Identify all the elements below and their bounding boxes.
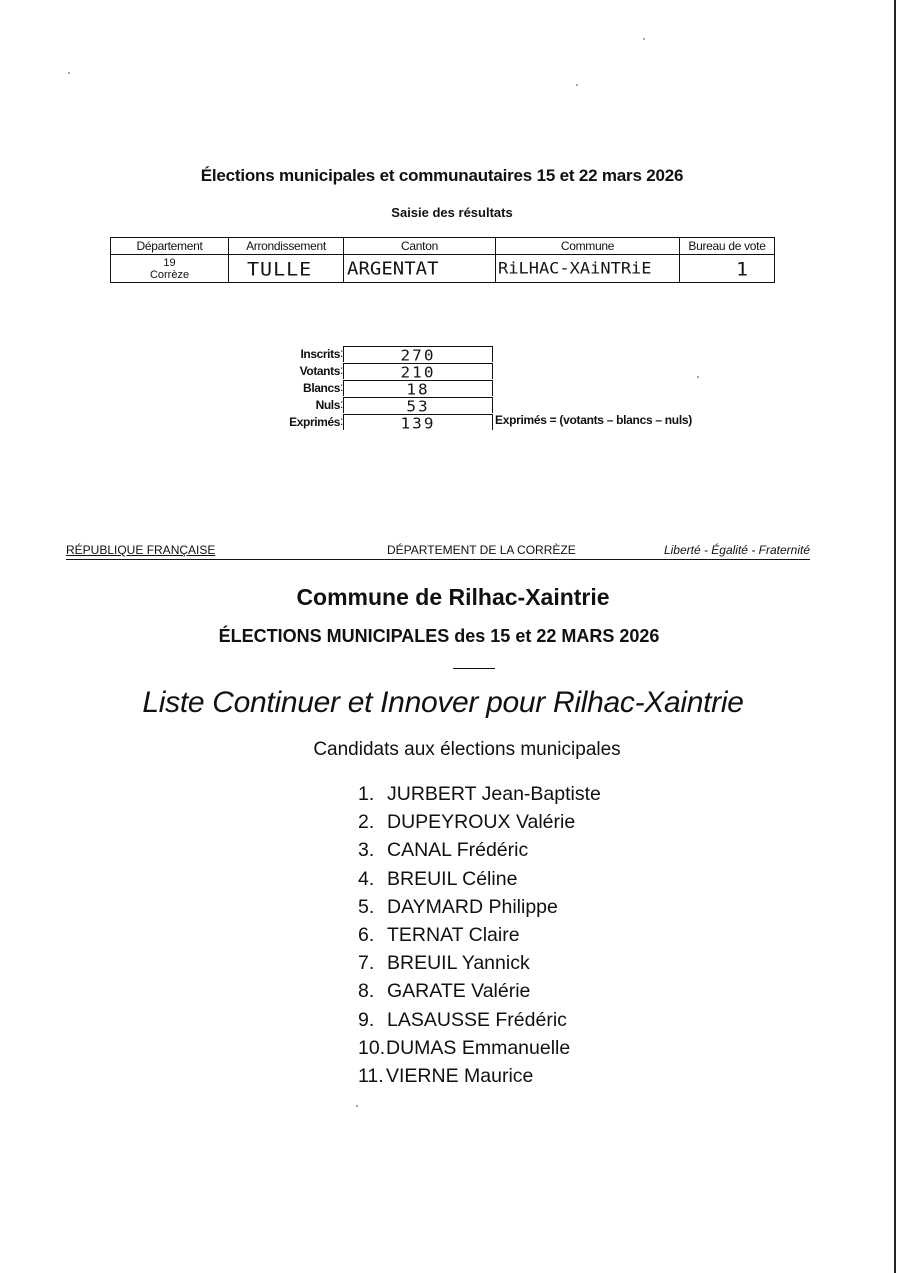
result-value: 139: [400, 415, 436, 432]
result-value: 53: [406, 398, 430, 415]
column-header: Commune: [496, 238, 680, 255]
candidate-number: 8.: [358, 980, 375, 1003]
commune-value: RiLHAC-XAiNTRiE: [498, 259, 652, 278]
candidate-number: 9.: [358, 1008, 375, 1031]
candidate-number: 6.: [358, 923, 375, 946]
column-header: Canton: [344, 238, 496, 255]
result-label: Blancs: [303, 381, 340, 395]
republique-label: RÉPUBLIQUE FRANÇAISE: [66, 543, 216, 557]
column-header: Arrondissement: [229, 238, 344, 255]
scan-speck: [68, 72, 70, 74]
candidate-name: VIERNE Maurice: [386, 1064, 534, 1087]
candidate-item: [358, 896, 601, 924]
result-value: 18: [406, 381, 430, 398]
candidate-name: TERNAT Claire: [387, 923, 520, 946]
result-colon: :: [340, 380, 344, 394]
candidate-number: 10.: [358, 1036, 386, 1059]
candidate-number: 4.: [358, 867, 375, 890]
result-value: 270: [400, 347, 436, 364]
motto-label: Liberté - Égalité - Fraternité: [663, 543, 810, 557]
candidate-item: [358, 1037, 601, 1065]
result-colon: :: [340, 346, 344, 360]
form-subtitle: Saisie des résultats: [391, 205, 513, 220]
candidate-name: BREUIL Céline: [387, 867, 518, 890]
candidate-item: [358, 952, 601, 980]
candidate-number: 11.: [358, 1064, 384, 1087]
candidate-item: [358, 868, 601, 896]
candidate-item: [358, 839, 601, 867]
candidate-name: CANAL Frédéric: [387, 839, 529, 862]
scan-speck: [576, 84, 578, 86]
result-field[interactable]: [343, 397, 493, 413]
candidate-name: DUMAS Emmanuelle: [386, 1036, 571, 1059]
result-value: 210: [400, 364, 436, 381]
candidate-item: [358, 1065, 601, 1093]
exprimes-formula: Exprimés = (votants – blancs – nuls): [495, 413, 692, 427]
bureau-cell[interactable]: [680, 255, 775, 283]
arrondissement-value: TULLE: [247, 257, 313, 280]
column-header: Bureau de vote: [680, 238, 775, 255]
scan-speck: [356, 1105, 358, 1107]
candidate-list: [358, 783, 601, 1093]
title-separator: [453, 668, 495, 669]
result-field[interactable]: [343, 346, 493, 362]
bureau-value: 1: [736, 257, 750, 280]
leaflet-header: [66, 543, 810, 560]
result-label: Votants: [299, 364, 340, 378]
candidate-number: 1.: [358, 783, 375, 805]
departement-name: Corrèze: [149, 268, 190, 281]
canton-cell[interactable]: [344, 255, 496, 283]
candidate-item: [358, 811, 601, 839]
scan-speck: [697, 376, 699, 378]
candidate-number: 7.: [358, 952, 375, 975]
result-label: Nuls: [315, 398, 340, 412]
candidate-item: [358, 783, 601, 811]
scan-speck: [643, 38, 645, 40]
result-field[interactable]: [343, 380, 493, 396]
scan-edge-line: [894, 0, 896, 1273]
result-field[interactable]: [343, 363, 493, 379]
candidate-item: [358, 924, 601, 952]
result-colon: :: [340, 414, 344, 428]
candidate-name: BREUIL Yannick: [387, 952, 530, 975]
commune-cell[interactable]: [496, 255, 680, 283]
result-label: Inscrits: [300, 347, 340, 361]
candidate-name: DAYMARD Philippe: [387, 895, 558, 918]
candidate-number: 2.: [358, 811, 375, 834]
candidats-label: Candidats aux élections municipales: [313, 739, 621, 760]
candidate-item: [358, 980, 601, 1008]
candidate-name: LASAUSSE Frédéric: [387, 1008, 567, 1031]
form-title: Élections municipales et communautaires 15 et 22 mars 2026: [200, 166, 684, 185]
column-header: Département: [111, 238, 229, 255]
candidate-name: GARATE Valérie: [387, 980, 531, 1003]
departement-label: DÉPARTEMENT DE LA CORRÈZE: [387, 543, 576, 557]
candidate-item: [358, 1009, 601, 1037]
departement-code: 19: [163, 256, 176, 269]
admin-table: [110, 237, 775, 283]
list-name: Liste Continuer et Innover pour Rilhac-Xaintrie: [142, 686, 744, 719]
departement-cell: [111, 255, 229, 283]
result-label: Exprimés: [289, 415, 340, 429]
canton-value: ARGENTAT: [347, 258, 439, 279]
result-field[interactable]: [343, 414, 493, 430]
result-colon: :: [340, 363, 344, 377]
candidate-name: JURBERT Jean-Baptiste: [387, 783, 601, 805]
commune-title: Commune de Rilhac-Xaintrie: [296, 584, 610, 610]
candidate-number: 3.: [358, 839, 375, 862]
candidate-name: DUPEYROUX Valérie: [387, 811, 576, 834]
arrondissement-cell[interactable]: [229, 255, 344, 283]
candidate-number: 5.: [358, 895, 375, 918]
elections-title: ÉLECTIONS MUNICIPALES des 15 et 22 MARS 2026: [218, 626, 660, 646]
result-colon: :: [340, 397, 344, 411]
